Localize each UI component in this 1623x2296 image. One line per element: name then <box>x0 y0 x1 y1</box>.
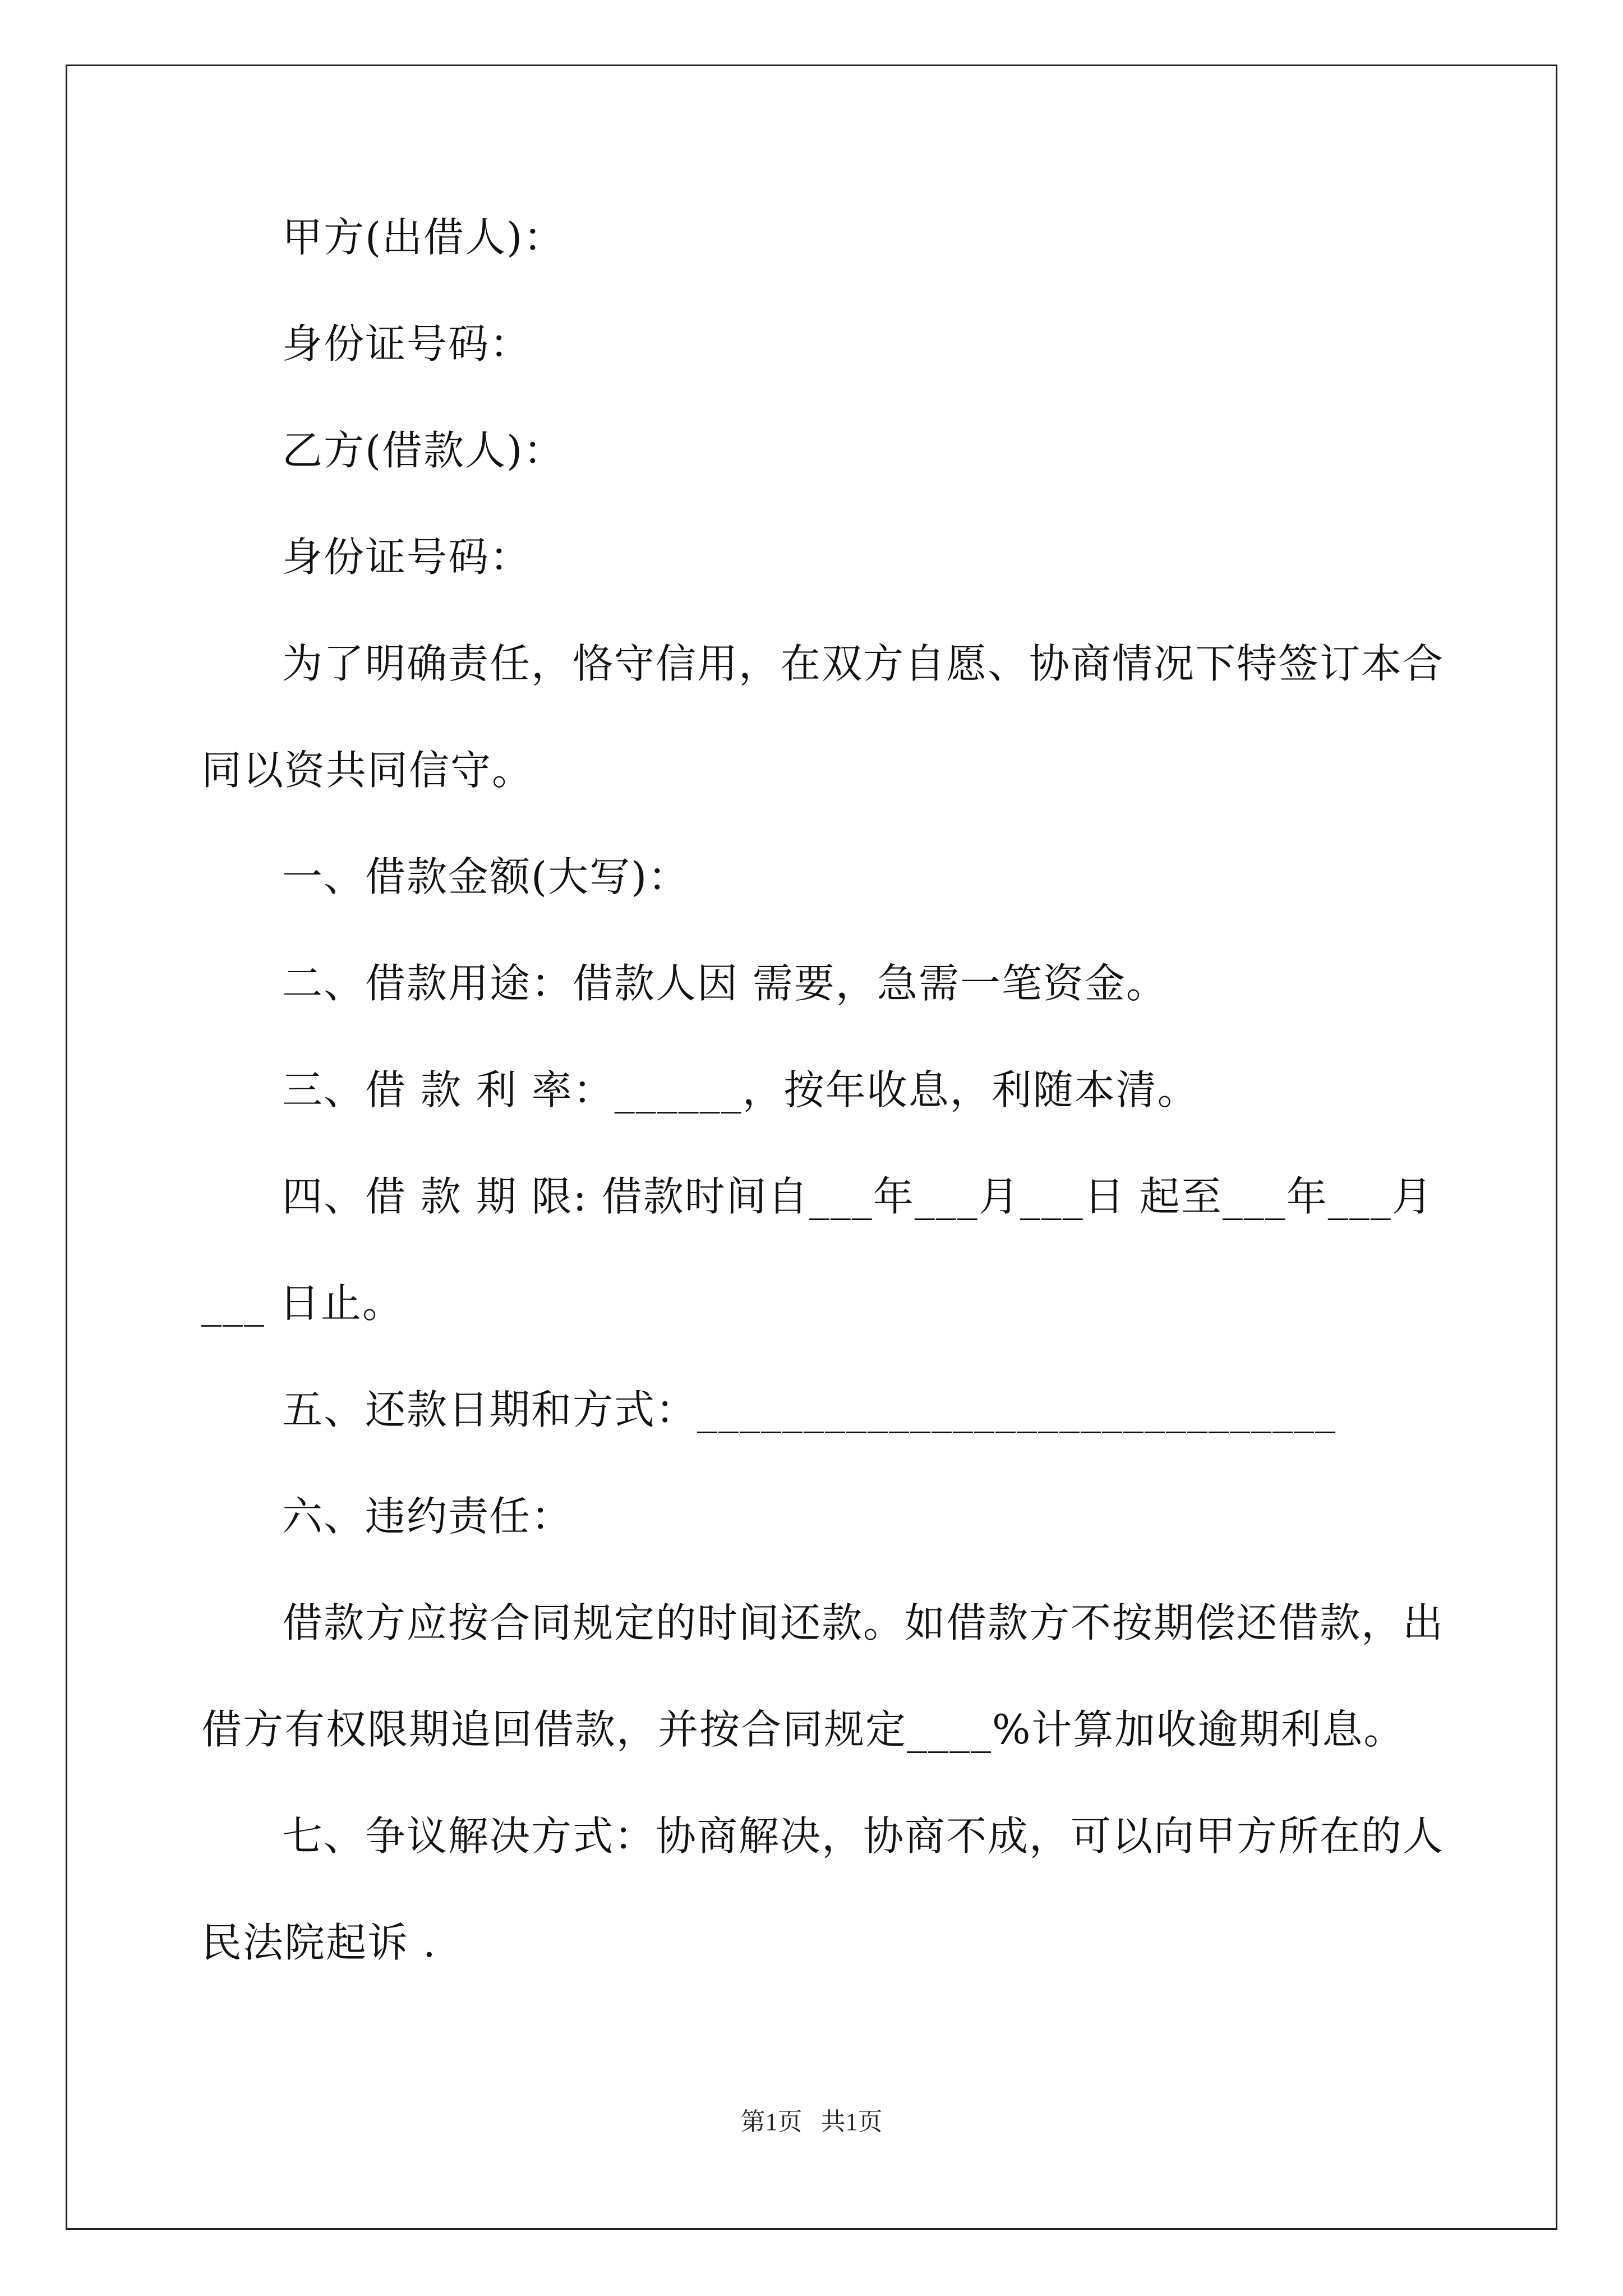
intro-line-2: 同以资共同信守。 <box>201 747 534 794</box>
clause-3-rest: ，按年收息，利随本清。 <box>742 1066 1199 1114</box>
intro-line-1: 为了明确责任，恪守信用，在双方自愿、协商情况下特签订本合 <box>282 640 1445 687</box>
clause-5-blank: ______________________________ <box>697 1386 1337 1433</box>
clause-6-body-line-2: 借方有权限期追回借款，并按合同规定____%计算加收逾期利息。 <box>201 1706 1405 1753</box>
party-a-line: 甲方(出借人)： <box>282 214 565 261</box>
party-b-line: 乙方(借款人)： <box>282 427 565 474</box>
clause-2-purpose: 二、借款用途：借款人因 需要，急需一笔资金。 <box>282 960 1168 1007</box>
clause-3-rate <box>282 1063 1199 1117</box>
clause-7-line-1: 七、争议解决方式：协商解决，协商不成，可以向甲方所在的人 <box>282 1812 1445 1860</box>
clause-3-blank: ______ <box>614 1066 743 1114</box>
clause-5-label: 五、还款日期和方式： <box>282 1386 698 1433</box>
page-border <box>66 65 1557 2230</box>
clause-5-repayment <box>282 1383 1336 1437</box>
clause-7-line-2: 民法院起诉 . <box>201 1919 437 1966</box>
party-b-id-line: 身份证号码： <box>282 533 532 581</box>
clause-4-term-line-1: 四、借 款 期 限: 借款时间自___年___月___日 起至___年___月 <box>282 1173 1433 1220</box>
clause-6-heading: 六、违约责任： <box>282 1493 573 1540</box>
party-a-id-line: 身份证号码： <box>282 320 532 367</box>
page-number-footer: 第1页 共1页 <box>740 2108 883 2136</box>
clause-1-amount: 一、借款金额(大写)： <box>282 853 690 900</box>
clause-6-body-line-1: 借款方应按合同规定的时间还款。如借款方不按期偿还借款，出 <box>282 1599 1445 1646</box>
clause-4-term-line-2: ___ 日止。 <box>201 1280 404 1327</box>
clause-3-label: 三、借 款 利 率： <box>282 1066 615 1114</box>
